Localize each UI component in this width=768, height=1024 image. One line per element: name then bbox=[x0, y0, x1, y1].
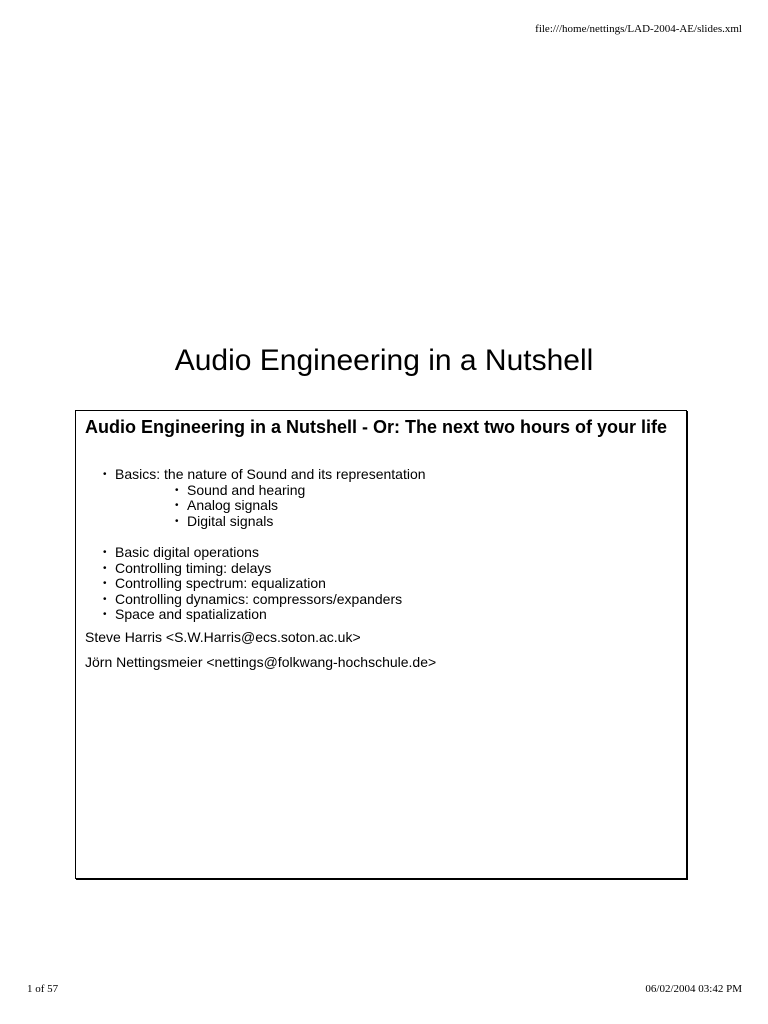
print-footer-page-number: 1 of 57 bbox=[27, 983, 59, 995]
bullet-label: Basics: the nature of Sound and its representation bbox=[115, 466, 426, 482]
slide-box bbox=[75, 410, 687, 879]
list-item: • Space and spatialization bbox=[103, 607, 402, 623]
list-item: • Controlling dynamics: compressors/expanders bbox=[103, 592, 402, 608]
page-title: Audio Engineering in a Nutshell bbox=[174, 344, 594, 377]
list-item: • Digital signals bbox=[175, 514, 426, 530]
bullet-list-basics bbox=[103, 467, 426, 529]
list-item: • Sound and hearing bbox=[175, 483, 426, 499]
author-jorn-nettingsmeier: Jörn Nettingsmeier <nettings@folkwang-hochschule.de> bbox=[85, 654, 437, 670]
sub-bullet-list bbox=[115, 483, 426, 530]
list-item bbox=[103, 467, 426, 529]
list-item: • Controlling timing: delays bbox=[103, 561, 402, 577]
bullet-list-operations bbox=[103, 545, 402, 623]
author-steve-harris: Steve Harris <S.W.Harris@ecs.soton.ac.uk> bbox=[85, 629, 361, 645]
list-item: • Basic digital operations bbox=[103, 545, 402, 561]
print-footer-datetime: 06/02/2004 03:42 PM bbox=[645, 983, 742, 995]
list-item: • Controlling spectrum: equalization bbox=[103, 576, 402, 592]
slide-heading: Audio Engineering in a Nutshell - Or: The next two hours of your life bbox=[85, 417, 668, 437]
list-item: • Analog signals bbox=[175, 498, 426, 514]
print-header-url: file:///home/nettings/LAD-2004-AE/slides.xml bbox=[535, 23, 742, 35]
